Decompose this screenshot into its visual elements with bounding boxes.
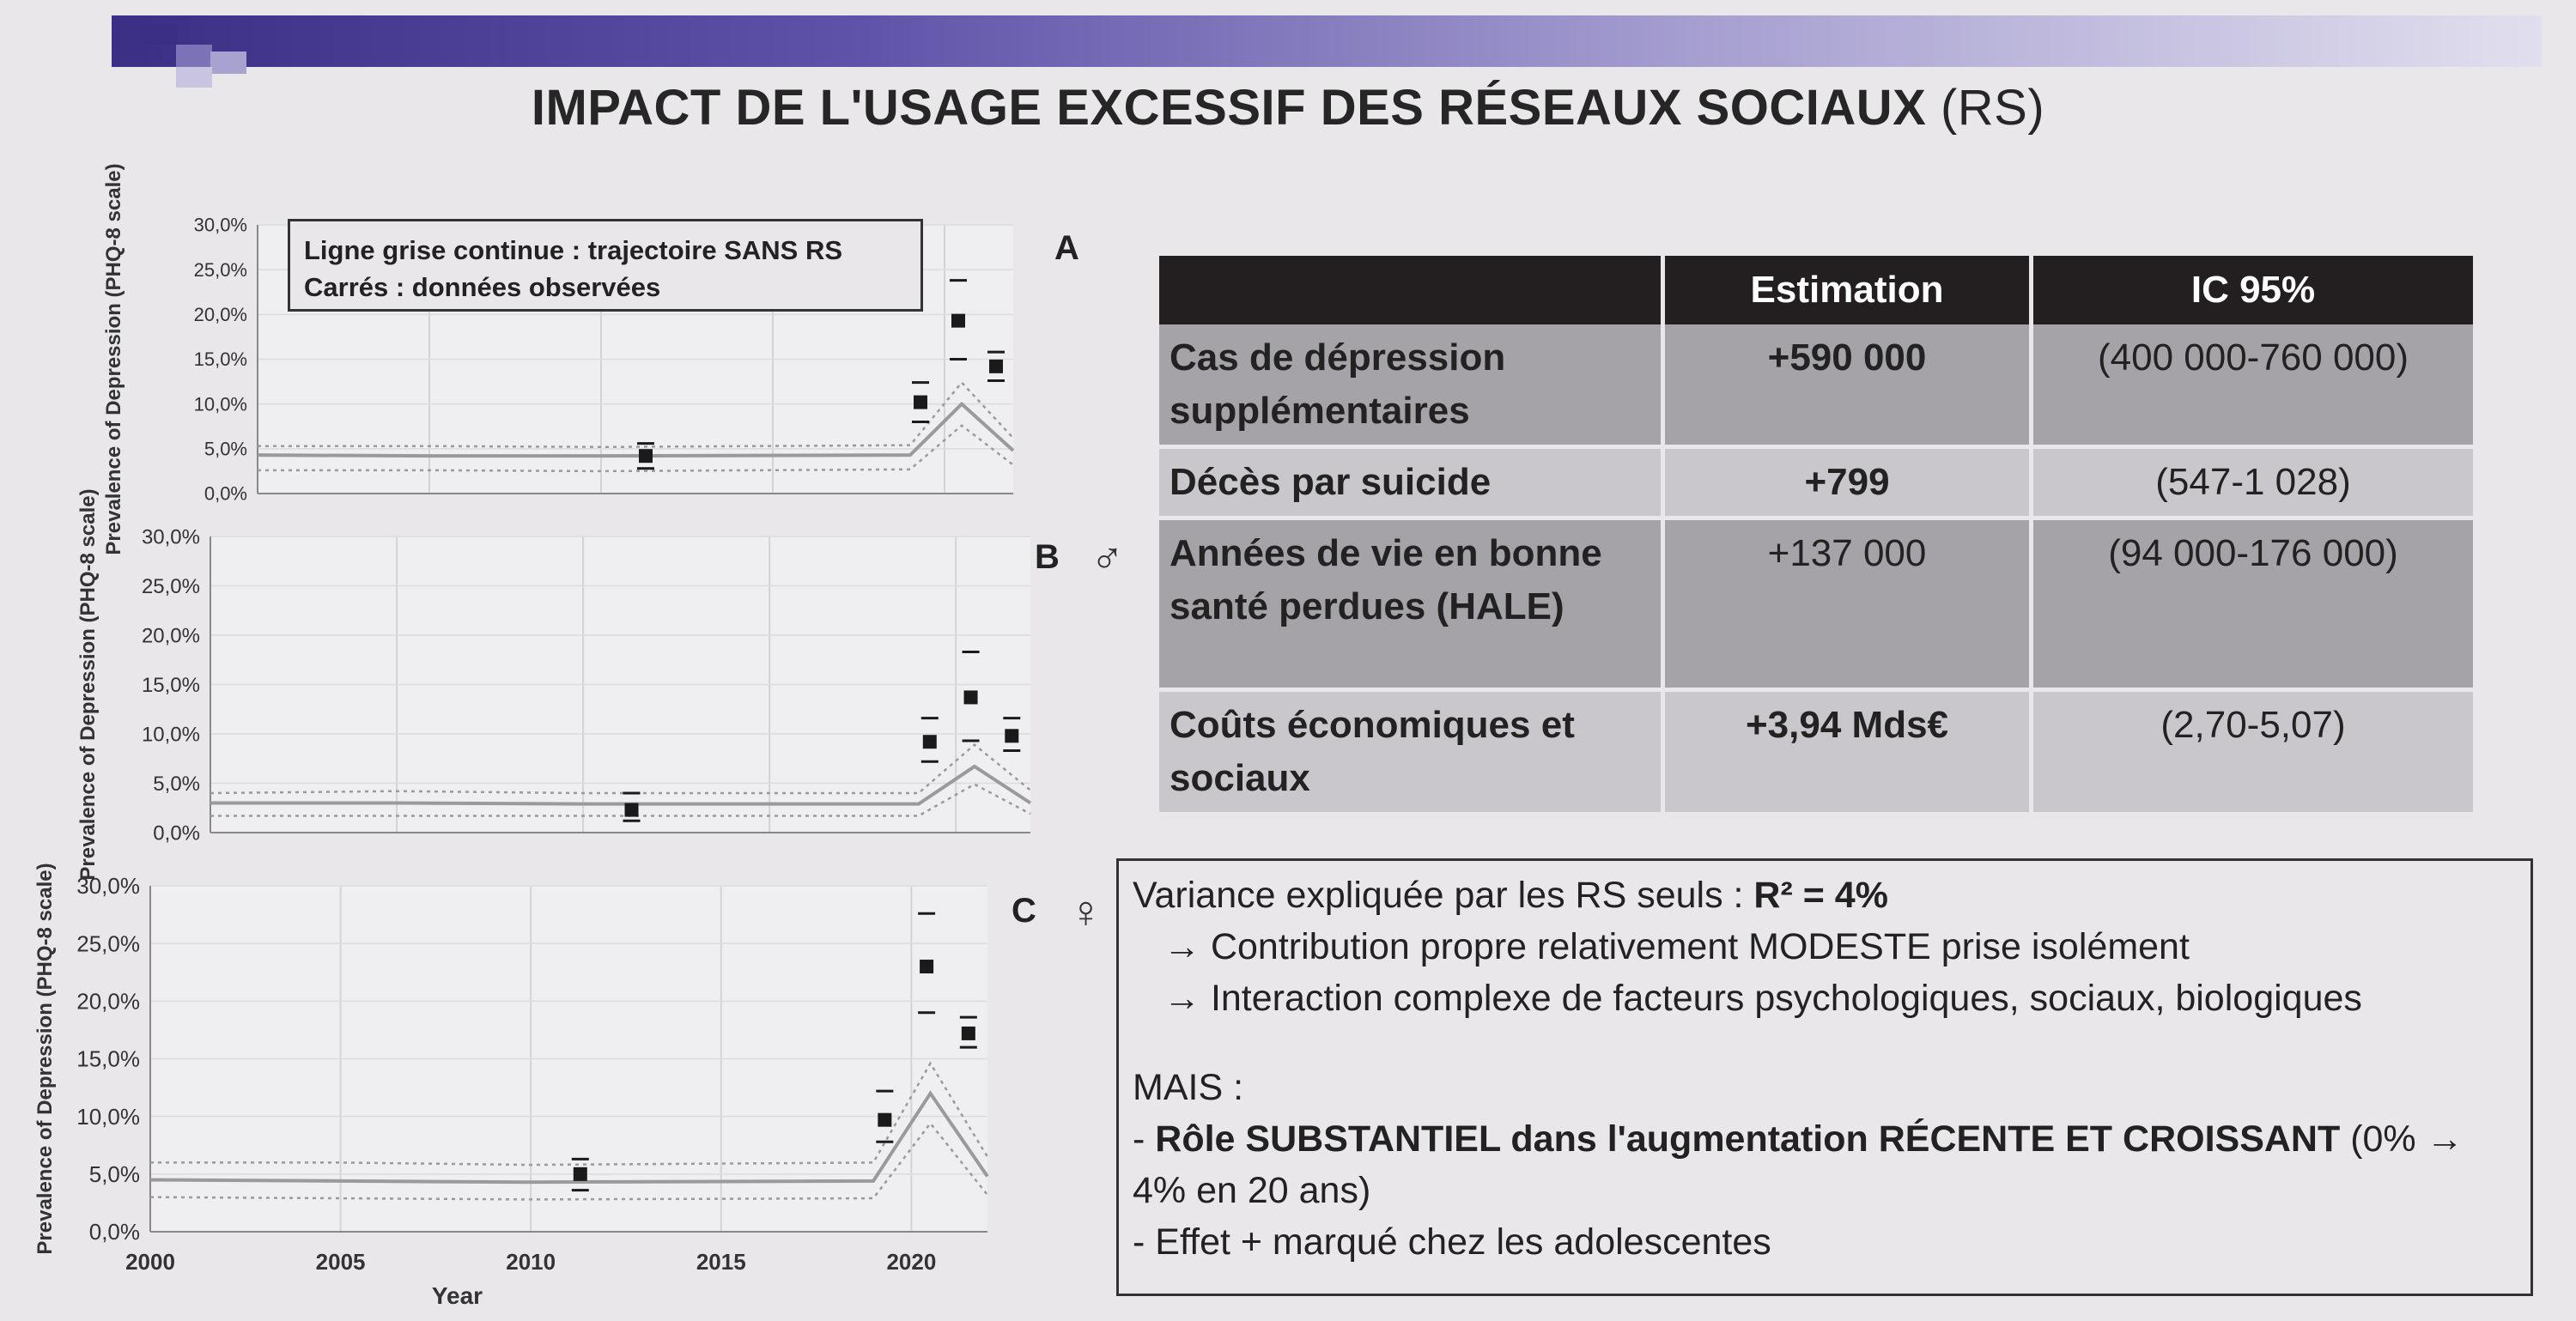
charts-area	[0, 0, 1124, 1321]
y-tick-label: 25,0%	[76, 930, 140, 957]
observed-point	[920, 960, 933, 973]
panel-sex-symbol: ♂	[1091, 534, 1124, 584]
y-tick-label: 15,0%	[141, 673, 200, 697]
table-row	[1159, 518, 2473, 690]
row-ci: (2,70-5,07)	[2032, 690, 2474, 815]
table-row	[1159, 324, 2473, 447]
slide-title: IMPACT DE L'USAGE EXCESSIF DES RÉSEAUX SOCIAUX (RS)	[531, 80, 2045, 136]
table-header-empty	[1159, 256, 1663, 324]
chart-panel-b	[76, 488, 1124, 880]
x-tick-label: 2010	[506, 1249, 556, 1275]
y-tick-label: 20,0%	[141, 624, 200, 648]
observed-point	[923, 735, 937, 748]
y-tick-label: 5,0%	[88, 1160, 140, 1187]
row-estimate: +137 000	[1663, 518, 2032, 690]
x-tick-label: 2020	[886, 1249, 937, 1275]
observed-point	[989, 360, 1003, 373]
y-tick-label: 30,0%	[76, 873, 140, 900]
point-adolescents: - Effet + marqué chez les adolescentes	[1133, 1221, 1771, 1263]
y-tick-label: 0,0%	[204, 482, 247, 505]
row-label: Décès par suicide	[1159, 447, 1663, 518]
variance-line: Variance expliquée par les RS seuls : R² = 4%	[1133, 875, 1888, 916]
panel-label: B	[1035, 538, 1060, 576]
y-axis-label: Prevalence of Depression (PHQ-8 scale)	[102, 163, 125, 555]
observed-point	[951, 314, 965, 328]
table-header-estimation: Estimation	[1663, 256, 2032, 324]
row-estimate: +799	[1663, 447, 2032, 518]
chart-panel-c	[33, 863, 1103, 1309]
panel-sex-symbol: ♀	[1069, 888, 1103, 937]
y-tick-label: 20,0%	[76, 988, 140, 1015]
table-header-ci: IC 95%	[2032, 256, 2474, 324]
x-tick-label: 2015	[696, 1249, 746, 1275]
row-estimate: +3,94 Mds€	[1663, 690, 2032, 815]
y-tick-label: 30,0%	[141, 525, 200, 549]
table-row	[1159, 690, 2473, 815]
legend-line-observed: Carrés : données observées	[304, 272, 661, 302]
row-label: Cas de dépression supplémentaires	[1159, 324, 1663, 447]
y-tick-label: 5,0%	[204, 438, 247, 460]
observed-point	[639, 449, 653, 463]
table-header-row	[1159, 256, 2473, 324]
y-tick-label: 20,0%	[193, 304, 247, 326]
y-axis-label: Prevalence of Depression (PHQ-8 scale)	[76, 488, 100, 881]
table-row	[1159, 447, 2473, 518]
row-ci: (400 000-760 000)	[2032, 324, 2474, 447]
mais-label: MAIS :	[1133, 1067, 1244, 1108]
y-tick-label: 5,0%	[153, 772, 200, 796]
y-tick-label: 25,0%	[141, 574, 200, 598]
observed-point	[1005, 729, 1018, 742]
row-ci: (94 000-176 000)	[2032, 518, 2474, 690]
observed-point	[574, 1167, 587, 1181]
x-axis-label: Year	[431, 1282, 483, 1309]
observed-point	[962, 1027, 975, 1040]
row-ci: (547-1 028)	[2032, 447, 2474, 518]
y-tick-label: 0,0%	[88, 1219, 140, 1245]
y-tick-label: 15,0%	[76, 1045, 140, 1072]
observed-point	[914, 396, 927, 409]
y-tick-label: 15,0%	[193, 348, 247, 371]
y-tick-label: 10,0%	[193, 393, 247, 415]
y-tick-label: 25,0%	[193, 258, 247, 281]
legend-line-trajectory: Ligne grise continue : trajectoire SANS RS	[304, 235, 843, 265]
x-tick-label: 2000	[125, 1249, 175, 1275]
y-tick-label: 10,0%	[141, 723, 200, 747]
observed-point	[878, 1113, 891, 1127]
arrow-point: → Interaction complexe de facteurs psychologiques, sociaux, biologiques	[1163, 978, 2362, 1019]
x-tick-label: 2005	[315, 1249, 366, 1275]
row-label: Années de vie en bonne santé perdues (HALE)	[1159, 518, 1663, 690]
observed-point	[625, 803, 639, 817]
row-estimate: +590 000	[1663, 324, 2032, 447]
y-axis-label: Prevalence of Depression (PHQ-8 scale)	[33, 863, 57, 1255]
point-substantial: - Rôle SUBSTANTIEL dans l'augmentation RÉCENTE ET CROISSANT (0% → 4% en 20 ans)	[1133, 1118, 2464, 1211]
panel-label: A	[1054, 229, 1079, 267]
row-label: Coûts économiques et sociaux	[1159, 690, 1663, 815]
y-tick-label: 0,0%	[153, 821, 200, 845]
y-tick-label: 30,0%	[193, 214, 247, 236]
panel-label: C	[1012, 892, 1036, 930]
arrow-point: → Contribution propre relativement MODESTE prise isolément	[1163, 926, 2190, 967]
chart-legend-box	[288, 219, 923, 312]
findings-text-box	[1116, 858, 2533, 1296]
variance-value: R² = 4%	[1753, 875, 1888, 916]
y-tick-label: 10,0%	[76, 1103, 140, 1130]
observed-point	[964, 690, 978, 704]
results-table	[1159, 256, 2473, 816]
